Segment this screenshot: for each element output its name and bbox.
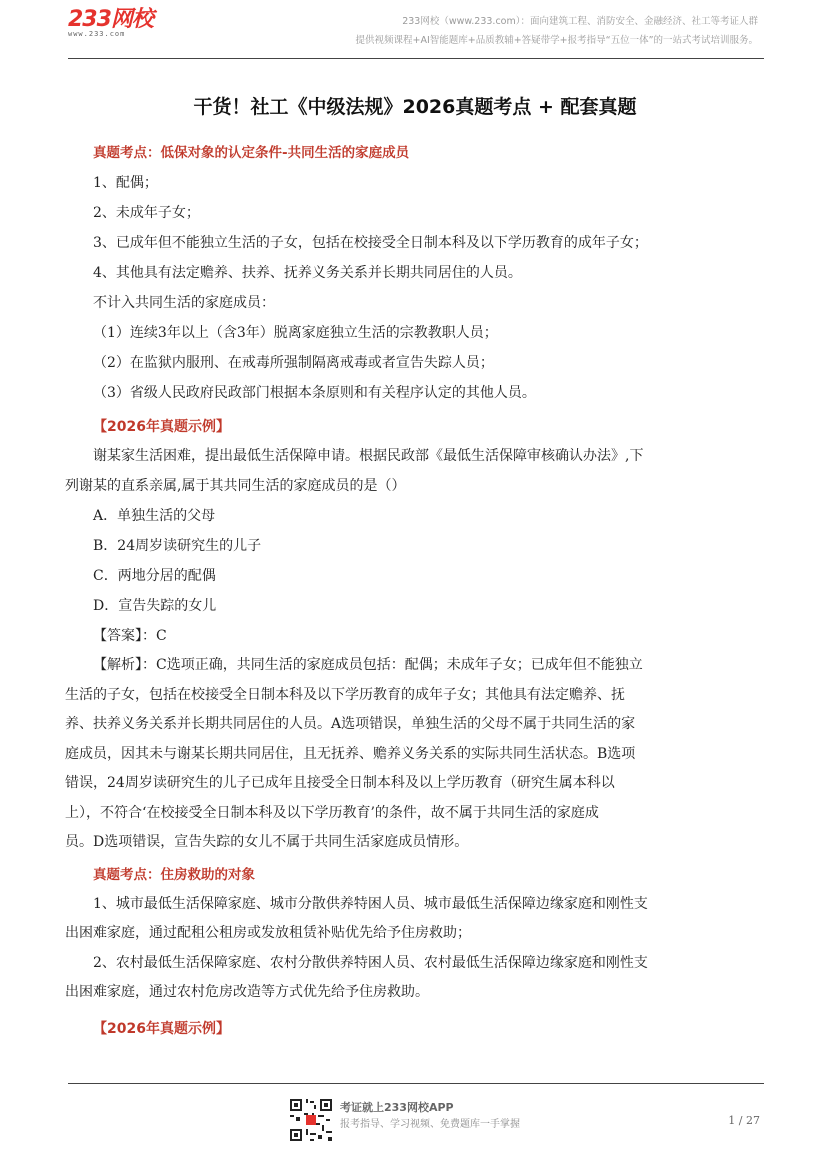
- footer-app-promo: [340, 1100, 520, 1134]
- analysis-line: 养、扶养义务关系并长期共同居住的人员。A选项错误，单独生活的父母不属于共同生活的家: [65, 716, 636, 732]
- tagline-line-1: 233网校（www.233.com）：面向建筑工程、消防安全、金融经济、社工等考证人群: [402, 16, 758, 27]
- list-item: （1）连续3年以上（含3年）脱离家庭独立生活的宗教教职人员；: [93, 325, 498, 341]
- option-d: D．宣告失踪的女儿: [93, 598, 217, 614]
- question-line: 谢某家生活困难，提出最低生活保障申请。根据民政部《最低生活保障审核确认办法》,下: [93, 448, 644, 464]
- excluded-intro: 不计入共同生活的家庭成员：: [93, 295, 275, 311]
- option-a: A．单独生活的父母: [93, 508, 216, 524]
- question-text: [65, 442, 769, 501]
- analysis-line: 【解析】：C选项正确，共同生活的家庭成员包括：配偶；未成年子女；已成年但不能独立: [93, 657, 643, 673]
- question-line: 列谢某的直系亲属,属于其共同生活的家庭成员的是（）: [65, 477, 406, 494]
- header-tagline: [338, 12, 758, 50]
- example-heading-1: 【2026年真题示例】: [93, 419, 230, 435]
- housing-line: 2、农村最低生活保障家庭、农村分散供养特困人员、农村最低生活保障边缘家庭和刚性支: [93, 954, 648, 971]
- option-b: B．24周岁读研究生的儿子: [93, 538, 262, 554]
- list-item: 3、已成年但不能独立生活的子女，包括在校接受全日制本科及以下学历教育的成年子女；: [93, 235, 648, 251]
- list-item: 4、其他具有法定赡养、扶养、抚养义务关系并长期共同居住的人员。: [93, 265, 522, 281]
- housing-para-2: [65, 949, 769, 1008]
- header-divider: [68, 58, 764, 59]
- logo-text: 233网校: [68, 7, 153, 32]
- logo-url: www.233.com: [68, 30, 126, 38]
- analysis-line: 员。D选项错误，宣告失踪的女儿不属于共同生活家庭成员情形。: [65, 834, 469, 850]
- analysis-text: [65, 651, 769, 858]
- document-title: 干货！社工《中级法规》2026真题考点 + 配套真题: [193, 96, 637, 118]
- housing-para-1: [65, 890, 769, 949]
- list-item: （2）在监狱内服刑、在戒毒所强制隔离戒毒或者宣告失踪人员；: [93, 355, 494, 371]
- analysis-line: 错误，24周岁读研究生的儿子已成年且接受全日制本科及以上学历教育（研究生属本科以: [65, 775, 615, 791]
- answer: 【答案】：C: [93, 628, 167, 644]
- analysis-line: 上），不符合‘在校接受全日制本科及以下学历教育’的条件，故不属于共同生活的家庭成: [65, 804, 599, 821]
- qr-code-icon: [288, 1097, 334, 1143]
- analysis-line: 生活的子女，包括在校接受全日制本科及以下学历教育的成年子女；其他具有法定赡养、抚: [65, 686, 625, 703]
- footer-app-title: 考证就上233网校APP: [340, 1101, 454, 1114]
- example-heading-2: 【2026年真题示例】: [93, 1020, 230, 1037]
- section-heading-1: 真题考点：低保对象的认定条件-共同生活的家庭成员: [93, 145, 410, 161]
- footer-app-subtitle: 报考指导、学习视频、免费题库一手掌握: [340, 1119, 520, 1130]
- analysis-line: 庭成员，因其未与谢某长期共同居住，且无抚养、赡养义务关系的实际共同生活状态。B选项: [65, 745, 636, 762]
- logo: [68, 8, 153, 38]
- page-number: 1 / 27: [728, 1114, 760, 1127]
- option-c: C．两地分居的配偶: [93, 568, 216, 584]
- list-item: 2、未成年子女；: [93, 205, 200, 221]
- section-heading-2: 真题考点：住房救助的对象: [93, 866, 255, 883]
- housing-line: 出困难家庭，通过配租公租房或发放租赁补贴优先给予住房救助；: [65, 925, 471, 941]
- page-header: [0, 0, 830, 60]
- list-item: （3）省级人民政府民政部门根据本条原则和有关程序认定的其他人员。: [93, 385, 536, 401]
- footer-divider: [68, 1083, 764, 1084]
- tagline-line-2: 提供视频课程+AI智能题库+品质教辅+答疑带学+报考指导“五位一体”的一站式考试培训服务。: [355, 35, 758, 46]
- housing-line: 1、城市最低生活保障家庭、城市分散供养特困人员、城市最低生活保障边缘家庭和刚性支: [93, 895, 648, 912]
- document-body: [65, 138, 769, 1044]
- housing-line: 出困难家庭，通过农村危房改造等方式优先给予住房救助。: [65, 984, 429, 1000]
- list-item: 1、配偶；: [93, 175, 158, 191]
